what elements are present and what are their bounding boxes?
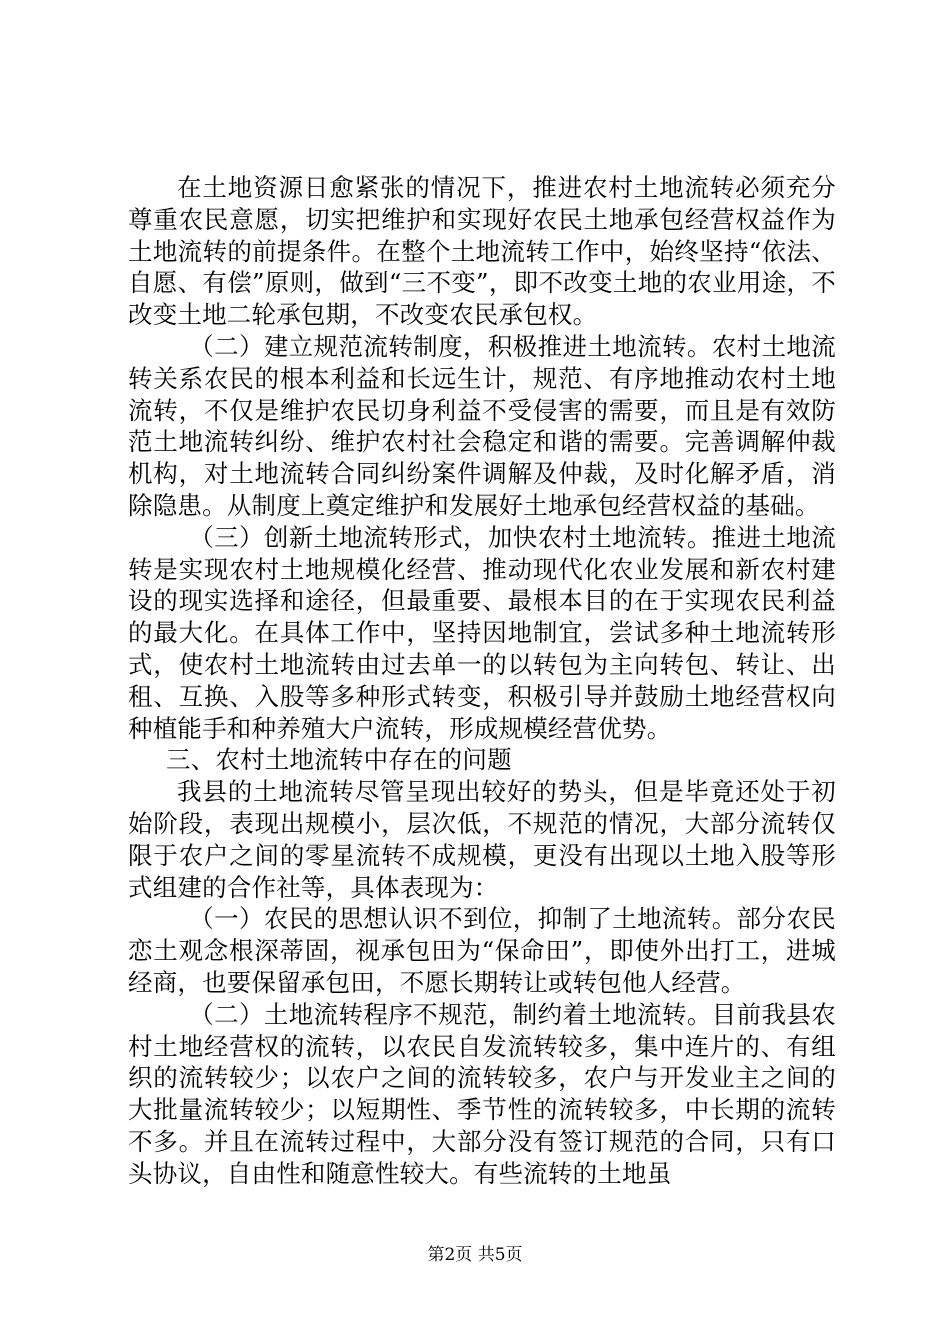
paragraph-problem-1: （一）农民的思想认识不到位，抑制了土地流转。部分农民恋土观念根深蒂固，视承包田为“保命田”，即使外出打工，进城经商，也要保留承包田，不愿长期转让或转包他人经营。	[128, 904, 836, 997]
page-number: 第2页	[427, 1245, 473, 1265]
paragraph-problem-2: （二）土地流转程序不规范，制约着土地流转。目前我县农村土地经营权的流转，以农民自发流转较多，集中连片的、有组织的流转较少；以农户之间的流转较多，农户与开发业主之间的大批量流转较少；以短期性、季节性的流转较多，中长期的流转不多。并且在流转过程中，大部分没有签订规范的合同，只有口头协议，自由性和随意性较大。有些流转的土地虽	[128, 999, 836, 1188]
section-heading-problems: 三、农村土地流转中存在的问题	[165, 745, 512, 775]
page-footer	[0, 1244, 950, 1266]
paragraph-intro: 在土地资源日愈紧张的情况下，推进农村土地流转必须充分尊重农民意愿，切实把维护和实现好农民土地承包经营权益作为土地流转的前提条件。在整个土地流转工作中，始终坚持“依法、自愿、有偿”原则，做到“三不变”，即不改变土地的农业用途，不改变土地二轮承包期，不改变农民承包权。	[128, 173, 836, 330]
document-body	[128, 172, 836, 1190]
paragraph-problems-intro: 我县的土地流转尽管呈现出较好的势头，但是毕竟还处于初始阶段，表现出规模小，层次低，不规范的情况，大部分流转仅限于农户之间的零星流转不成规模，更没有出现以土地入股等形式组建的合作社等，具体表现为：	[128, 777, 836, 902]
paragraph-section-3: （三）创新土地流转形式，加快农村土地流转。推进土地流转是实现农村土地规模化经营、推动现代化农业发展和新农村建设的现实选择和途径，但最重要、最根本目的在于实现农民利益的最大化。在具体工作中，坚持因地制宜，尝试多种土地流转形式，使农村土地流转由过去单一的以转包为主向转包、转让、出租、互换、入股等多种形式转变，积极引导并鼓励土地经营权向种植能手和种养殖大户流转，形成规模经营优势。	[128, 522, 836, 743]
paragraph-section-2: （二）建立规范流转制度，积极推进土地流转。农村土地流转关系农民的根本利益和长远生计，规范、有序地推动农村土地流转，不仅是维护农民切身利益不受侵害的需要，而且是有效防范土地流转纠纷、维护农村社会稳定和谐的需要。完善调解仲裁机构，对土地流转合同纠纷案件调解及仲裁，及时化解矛盾，消除隐患。从制度上奠定维护和发展好土地承包经营权益的基础。	[128, 331, 836, 520]
page-total: 共5页	[477, 1245, 523, 1265]
